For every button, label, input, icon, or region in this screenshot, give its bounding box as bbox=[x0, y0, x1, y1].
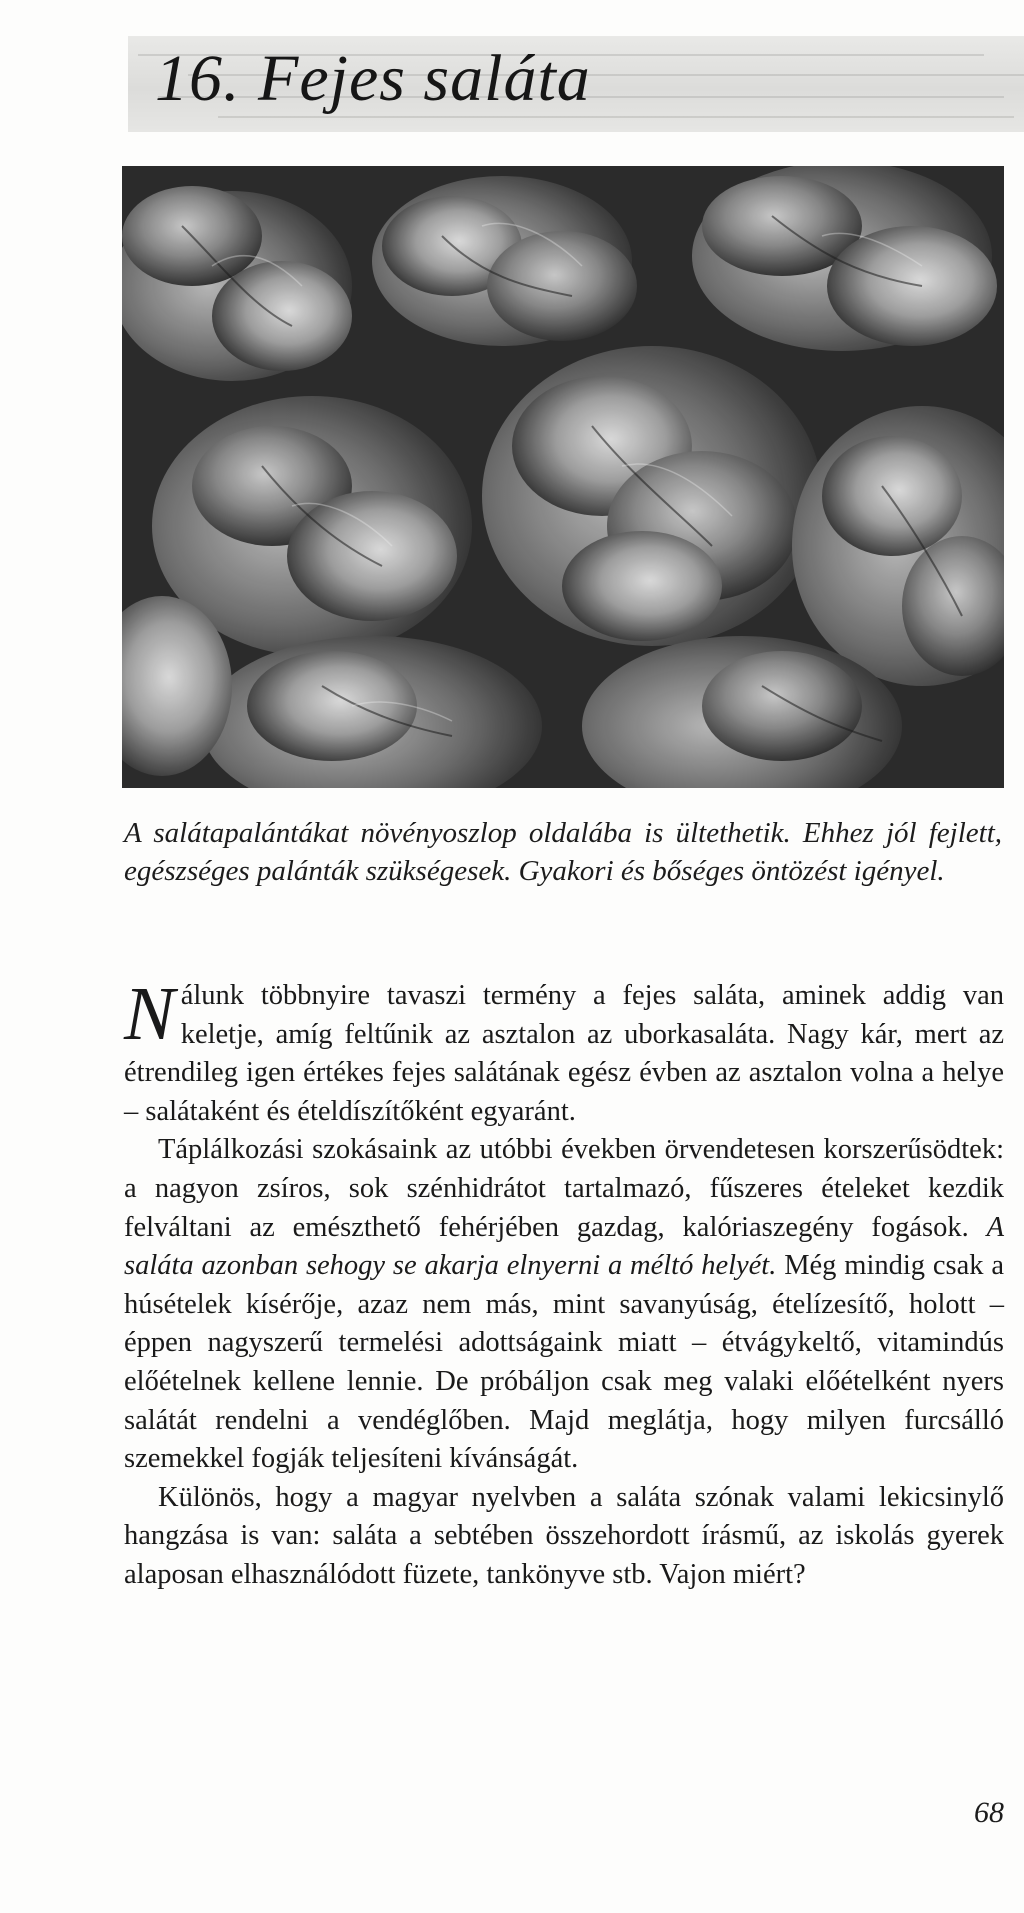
lettuce-photo-illustration bbox=[122, 166, 1004, 788]
page-number: 68 bbox=[974, 1796, 1004, 1829]
paragraph-1 bbox=[124, 972, 1004, 1131]
lettuce-photo bbox=[122, 166, 1004, 788]
paragraph-2-emphasis: A saláta azonban sehogy se akarja elnyerni a méltó helyét. bbox=[124, 1211, 1004, 1282]
paragraph-2 bbox=[124, 1131, 1004, 1478]
chapter-title: 16. Fejes saláta bbox=[155, 42, 591, 115]
paragraph-1-text: álunk többnyire tavaszi termény a fejes saláta, aminek addig van keletje, amíg feltűnik az asztalon az uborkasaláta. Nagy kár, mert az étrendileg igen értékes fejes salátának egész évben az asztalon volna a helye – salátaként és ételdíszítőként egyaránt. bbox=[124, 980, 1004, 1127]
photo-caption: A salátapalántákat növényoszlop oldalába is ültethetik. Ehhez jól fejlett, egészséges palánták szükségesek. Gyakori és bőséges öntözést igényel. bbox=[124, 817, 1002, 887]
paragraph-2-text-before: Táplálkozási szokásaink az utóbbi években örvendetesen korszerűsödtek: a nagyon zsíros, sok szénhidrátot tartalmazó, fűszeres ételeket kezdik felváltani az emészthető fehérjében gazdag, kalóriaszegény fogások. bbox=[124, 1134, 1004, 1243]
article-body bbox=[124, 972, 1004, 1595]
paragraph-3-text: Különös, hogy a magyar nyelvben a saláta szónak valami lekicsinylő hangzása is van: saláta a sebtében összehordott írásmű, az iskolás gyerek alaposan elhasználódott füzete, tankönyve stb. Vajon miért? bbox=[124, 1481, 1004, 1590]
paragraph-3 bbox=[124, 1479, 1004, 1595]
drop-cap: N bbox=[124, 972, 175, 1056]
paragraph-2-text-after: Még mindig csak a húsételek kísérője, azaz nem más, mint savanyúság, ételízesítő, holott – éppen nagyszerű termelési adottságaink miatt – étvágykeltő, vitamindús előételnek kellene lennie. De próbáljon csak meg valaki előételként nyers salátát rendelni a vendéglőben. Majd meglátja, hogy milyen furcsálló szemekkel fogják teljesíteni kívánságát. bbox=[124, 1250, 1004, 1475]
